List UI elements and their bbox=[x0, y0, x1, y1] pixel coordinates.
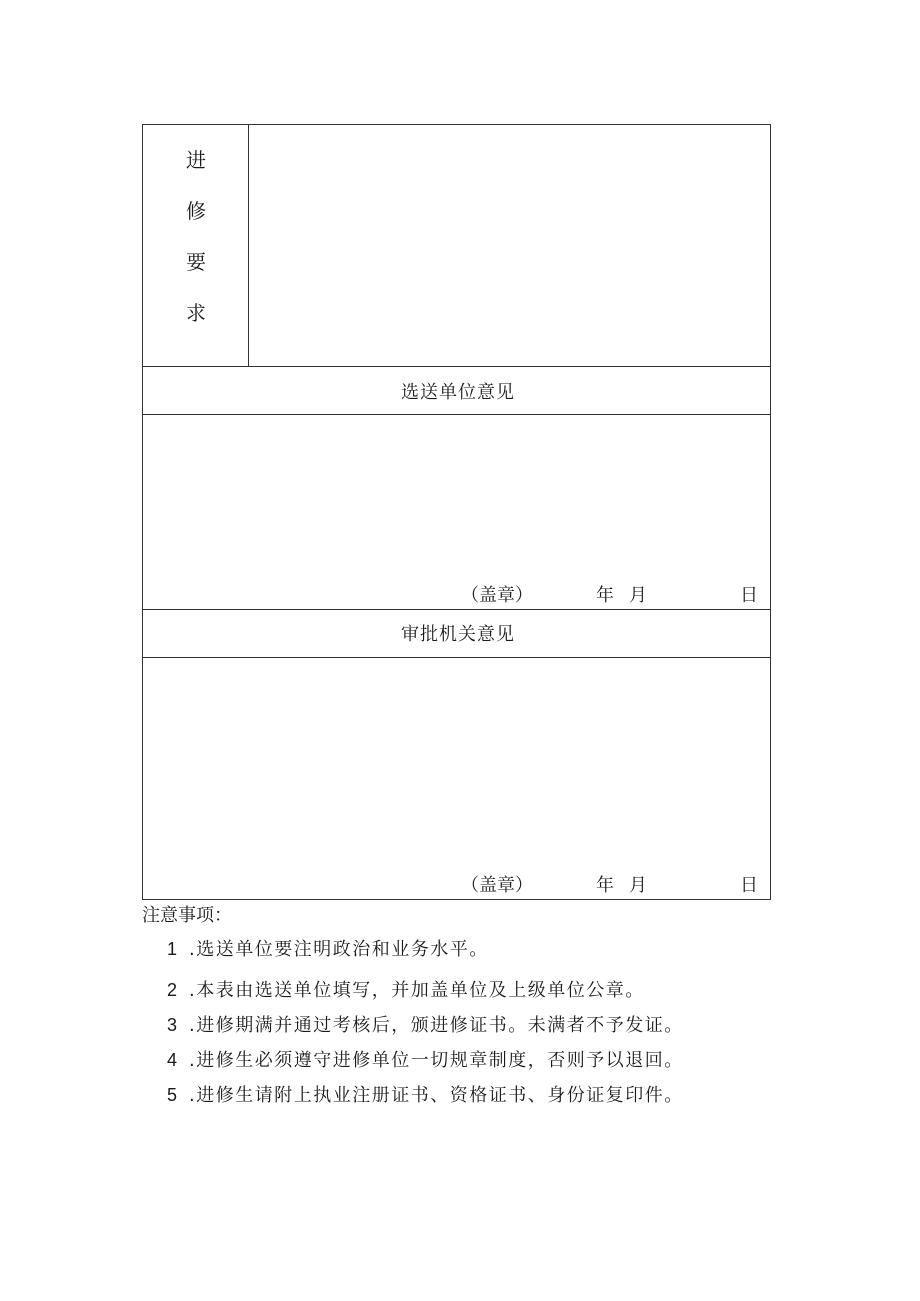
application-form-table bbox=[142, 124, 771, 900]
note-item bbox=[167, 1046, 684, 1072]
note-item bbox=[167, 1011, 684, 1037]
year-label: 年 bbox=[596, 875, 614, 896]
requirement-label-char: 修 bbox=[186, 199, 206, 223]
requirement-label-char: 进 bbox=[186, 148, 206, 172]
note-number: 4 bbox=[167, 1050, 179, 1070]
seal-label: （盖章） bbox=[461, 875, 533, 896]
note-number: 2 bbox=[167, 980, 179, 1000]
sender-opinion-title: 选送单位意见 bbox=[143, 367, 771, 415]
note-text: .进修生请附上执业注册证书、资格证书、身份证复印件。 bbox=[189, 1085, 684, 1106]
note-number: 1 bbox=[167, 939, 179, 959]
note-number: 3 bbox=[167, 1015, 179, 1035]
day-label: 日 bbox=[740, 584, 758, 606]
sender-signature-line bbox=[143, 581, 770, 607]
approver-opinion-header-row bbox=[143, 609, 771, 657]
requirement-label bbox=[143, 145, 249, 349]
note-item bbox=[167, 1081, 684, 1107]
sender-opinion-header-row bbox=[143, 367, 771, 415]
note-text: .本表由选送单位填写，并加盖单位及上级单位公章。 bbox=[189, 980, 645, 1001]
requirement-label-cell bbox=[143, 125, 249, 367]
approver-opinion-area[interactable] bbox=[143, 657, 771, 899]
note-item bbox=[167, 935, 489, 961]
sender-opinion-row bbox=[143, 415, 771, 609]
month-label: 月 bbox=[629, 584, 647, 606]
note-text: .进修期满并通过考核后，颁进修证书。未满者不予发证。 bbox=[189, 1015, 684, 1036]
requirement-row bbox=[143, 125, 771, 367]
approver-opinion-title: 审批机关意见 bbox=[143, 609, 771, 657]
requirement-label-char: 要 bbox=[186, 250, 206, 274]
sender-opinion-area[interactable] bbox=[143, 415, 771, 609]
note-text: .进修生必须遵守进修单位一切规章制度，否则予以退回。 bbox=[189, 1050, 684, 1071]
note-text: .选送单位要注明政治和业务水平。 bbox=[189, 939, 489, 960]
note-item bbox=[167, 976, 645, 1002]
seal-label: （盖章） bbox=[461, 584, 533, 606]
note-number: 5 bbox=[167, 1085, 179, 1105]
approver-opinion-row bbox=[143, 657, 771, 899]
day-label: 日 bbox=[740, 875, 758, 896]
notes-title: 注意事项： bbox=[142, 905, 232, 926]
requirement-input-area[interactable] bbox=[249, 125, 771, 367]
requirement-label-char: 求 bbox=[186, 301, 206, 325]
approver-signature-line bbox=[143, 871, 770, 897]
month-label: 月 bbox=[629, 875, 647, 896]
year-label: 年 bbox=[596, 584, 614, 606]
notes-section bbox=[142, 903, 842, 1106]
